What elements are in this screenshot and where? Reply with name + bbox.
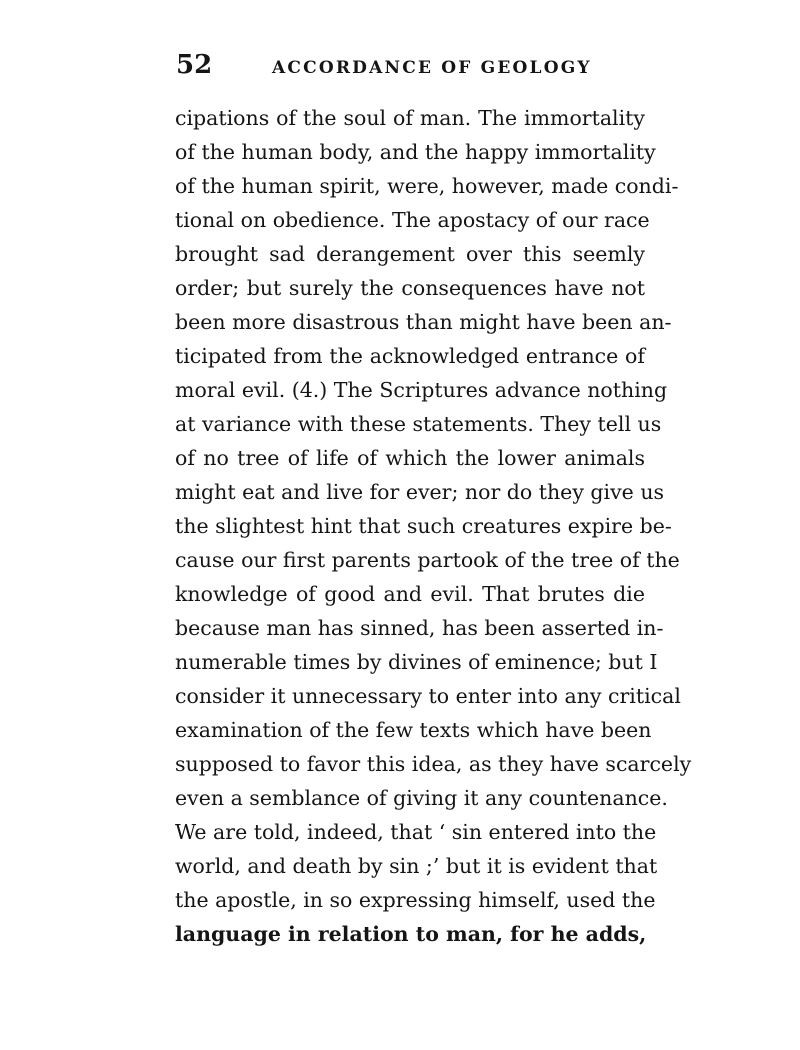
page-header xyxy=(176,50,646,84)
text-line: the slightest hint that such creatures expire be- xyxy=(175,514,672,538)
text-line: world, and death by sin ;’ but it is evident that xyxy=(175,854,658,878)
running-title: ACCORDANCE OF GEOLOGY xyxy=(272,58,592,78)
text-line: We are told, indeed, that ‘ sin entered into the xyxy=(175,820,657,844)
text-line: moral evil. (4.) The Scriptures advance nothing xyxy=(175,378,668,402)
text-line: order; but surely the consequences have not xyxy=(175,276,645,300)
text-line: of no tree of life of which the lower animals xyxy=(175,446,645,470)
text-line: because man has sinned, has been asserted in- xyxy=(175,616,664,640)
text-line: might eat and live for ever; nor do they give us xyxy=(175,480,665,504)
text-line: the apostle, in so expressing himself, used the xyxy=(175,888,656,912)
text-line: cause our first parents partook of the tree of the xyxy=(175,548,680,572)
text-line: of the human body, and the happy immortality xyxy=(175,140,656,164)
text-line: tional on obedience. The apostacy of our race xyxy=(175,208,650,232)
text-line: numerable times by divines of eminence; but I xyxy=(175,650,658,674)
body-text xyxy=(175,101,692,951)
text-line: brought sad derangement over this seemly xyxy=(175,242,645,266)
text-line: examination of the few texts which have been xyxy=(175,718,652,742)
text-line: supposed to favor this idea, as they have scarcely xyxy=(175,752,692,776)
text-line: ticipated from the acknowledged entrance of xyxy=(175,344,645,368)
text-line: of the human spirit, were, however, made condi- xyxy=(175,174,679,198)
text-line: consider it unnecessary to enter into any critical xyxy=(175,684,681,708)
page-number: 52 xyxy=(176,50,213,80)
text-line: knowledge of good and evil. That brutes die xyxy=(175,582,645,606)
text-line: at variance with these statements. They tell us xyxy=(175,412,662,436)
text-line: language in relation to man, for he adds, xyxy=(175,922,647,946)
text-line: been more disastrous than might have been an- xyxy=(175,310,672,334)
text-line: even a semblance of giving it any countenance. xyxy=(175,786,668,810)
text-line: cipations of the soul of man. The immortality xyxy=(175,106,645,130)
